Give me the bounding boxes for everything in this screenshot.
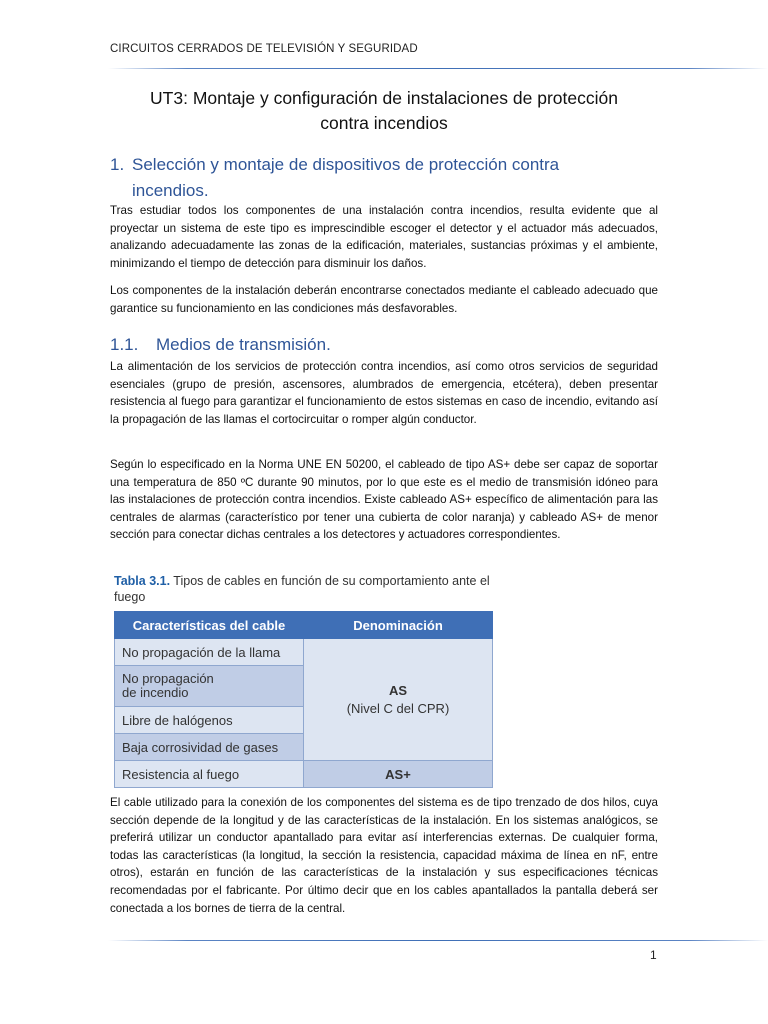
table-cell-denomination-as xyxy=(304,639,493,761)
table-header-characteristics: Características del cable xyxy=(115,612,304,639)
page-number: 1 xyxy=(650,948,657,962)
section-1-title-line-1: Selección y montaje de dispositivos de protección contra xyxy=(132,155,560,174)
table-row xyxy=(115,761,493,788)
section-1-1-title: Medios de transmisión. xyxy=(156,335,331,354)
table-cell xyxy=(115,666,304,707)
table-row xyxy=(115,639,493,666)
table-caption-label: Tabla 3.1. xyxy=(114,574,171,588)
cable-types-table xyxy=(114,611,493,788)
section-1-1-heading xyxy=(110,333,658,357)
document-title xyxy=(110,86,658,136)
table-cell-denomination-as-plus: AS+ xyxy=(304,761,493,788)
section-1-paragraph-1: Tras estudiar todos los componentes de una instalación contra incendios, resulta evidente que al proyectar un sistema de este tipo es imprescindible escoger el detector y el actuador más adecuados, analizando adecuadamente las zonas de la edificación, materiales, sustancias próximas y el ambiente, minimizando el tiempo de detección para disminuir los daños. xyxy=(110,204,658,270)
running-header: CIRCUITOS CERRADOS DE TELEVISIÓN Y SEGURIDAD xyxy=(110,43,418,55)
section-1-title xyxy=(132,152,559,204)
table-cell: No propagación de la llama xyxy=(115,639,304,666)
section-1-1-paragraph-1: La alimentación de los servicios de protección contra incendios, así como otros servicios de seguridad esenciales (grupo de presión, ascensores, alumbrados de emergencia, etcétera), deben presentar resistencia al fuego para garantizar el funcionamiento de estos sistemas en caso de incendio, evitando así la propagación de las llamas el cortocircuitar o romper algún conductor. xyxy=(110,360,658,426)
table-cell-line-2: de incendio xyxy=(122,685,189,700)
table-header-denomination: Denominación xyxy=(304,612,493,639)
table-caption-text: Tipos de cables en función de su comportamiento ante el fuego xyxy=(114,574,490,604)
section-1-1-paragraph-3: El cable utilizado para la conexión de los componentes del sistema es de tipo trenzado de dos hilos, cuya sección depende de la longitud y de las características de la instalación. En los sistemas analógicos, se preferirá utilizar un conductor apantallado para evitar así interferencias externas. De cualquier forma, todas las características (la longitud, la sección la resistencia, capacidad máxima de línea en nF, entre otros), estarán en función de las características de la instalación y sus especificaciones técnicas recomendadas por el fabricante. Por último decir que en los cables apantallados la pantalla deberá ser conectada a los bornes de tierra de la central. xyxy=(110,796,658,915)
table-caption xyxy=(114,573,494,605)
denomination-as-label: AS xyxy=(388,682,408,698)
document-title-line-1: UT3: Montaje y configuración de instalaciones de protección xyxy=(150,88,618,108)
section-1-heading xyxy=(110,152,658,204)
table-cell-line-1: No propagación xyxy=(122,671,214,686)
section-1-1-number: 1.1. xyxy=(110,335,139,354)
section-1-title-line-2: incendios. xyxy=(132,181,209,200)
document-title-line-2: contra incendios xyxy=(320,113,448,133)
table-cell: Libre de halógenos xyxy=(115,707,304,734)
section-1-1-paragraph-2: Según lo especificado en la Norma UNE EN 50200, el cableado de tipo AS+ debe ser capaz de soportar una temperatura de 850 ºC durante 90 minutos, por lo que este es el medio de transmisión idóneo para las instalaciones de protección contra incendios. Existe cableado AS+ específico de alimentación para las centrales de alarmas (característico por tener una cubierta de color naranja) y cableado AS+ de menor sección para conectar dichas centrales a los detectores y actuadores correspondientes. xyxy=(110,458,658,542)
section-1-paragraph-2: Los componentes de la instalación deberán encontrarse conectados mediante el cableado adecuado que garantice su funcionamiento en las condiciones más desfavorables. xyxy=(110,284,658,315)
footer-rule xyxy=(108,940,768,941)
header-rule xyxy=(108,68,768,69)
denomination-as-note: (Nivel C del CPR) xyxy=(346,700,450,716)
section-1-number: 1. xyxy=(110,155,125,174)
table-cell: Resistencia al fuego xyxy=(115,761,304,788)
table-cell: Baja corrosividad de gases xyxy=(115,734,304,761)
